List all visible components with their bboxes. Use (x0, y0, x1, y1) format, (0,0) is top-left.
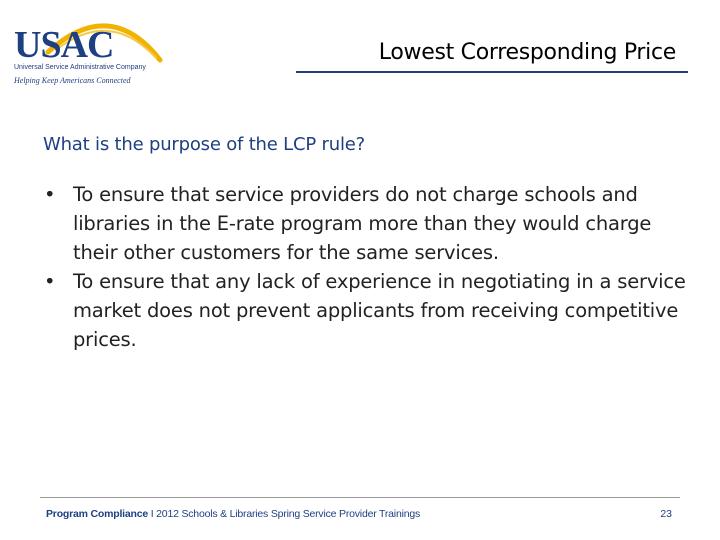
bullet-list (40, 180, 700, 354)
slide-title: Lowest Corresponding Price (378, 40, 676, 65)
footer-text (46, 508, 420, 520)
bullet-marker: • (44, 183, 56, 206)
bullet-item (40, 180, 700, 267)
bullet-marker: • (44, 270, 56, 293)
usac-logo (10, 8, 170, 88)
section-question: What is the purpose of the LCP rule? (43, 134, 365, 155)
footer-divider (40, 497, 680, 498)
bullet-item (40, 267, 700, 354)
logo-tagline: Helping Keep Americans Connected (14, 76, 131, 85)
logo-subtitle: Universal Service Administrative Company (14, 64, 146, 71)
footer-separator: I (150, 508, 154, 520)
title-underline (296, 71, 688, 73)
logo-wordmark: USAC (14, 24, 114, 66)
bullet-text: To ensure that service providers do not charge schools and libraries in the E-rate program more than they would charge their other customers for the same services. (73, 183, 652, 264)
bullet-text: To ensure that any lack of experience in negotiating in a service market does not prevent applicants from receiving competitive prices. (73, 270, 686, 351)
footer-section: Program Compliance (46, 508, 149, 520)
page-number: 23 (660, 508, 672, 520)
footer-event: 2012 Schools & Libraries Spring Service Provider Trainings (156, 508, 421, 520)
